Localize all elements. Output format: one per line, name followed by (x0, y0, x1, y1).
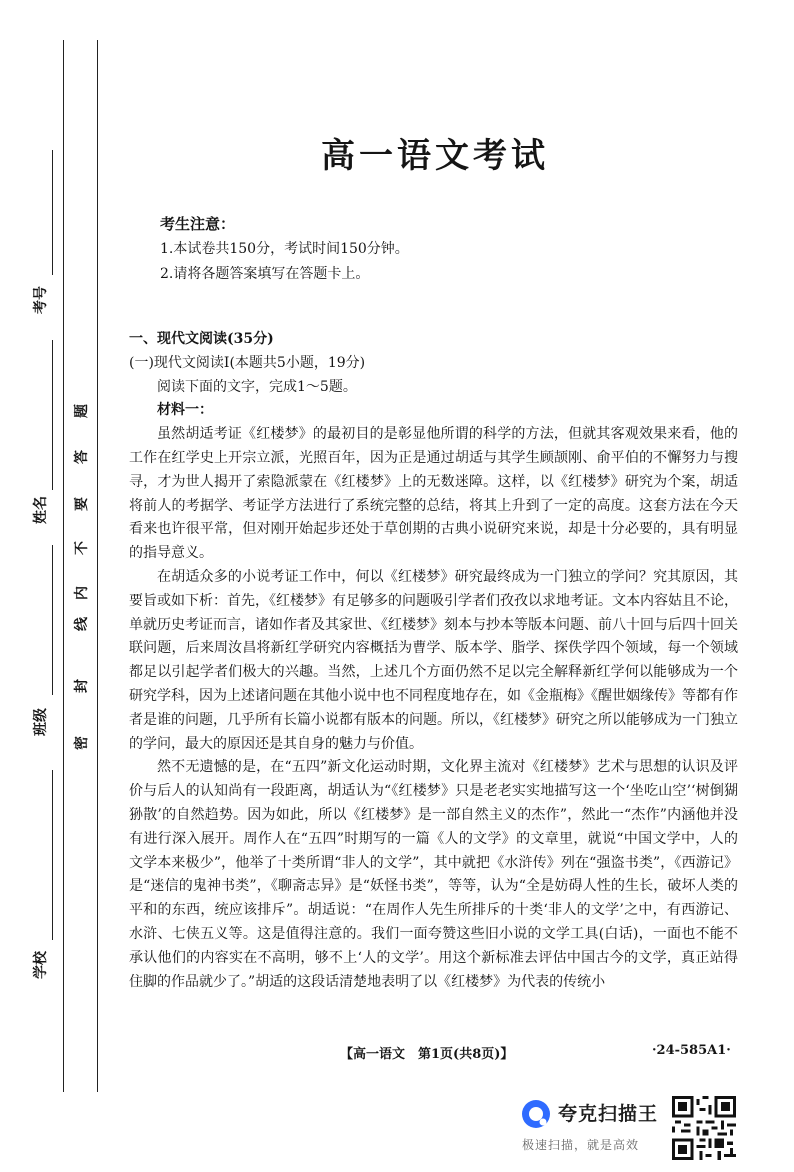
paragraph: 在胡适众多的小说考证工作中，何以《红楼梦》研究最终成为一门独立的学问？究其原因，其要旨或如下析：首先，《红楼梦》有足够多的问题吸引学者们孜孜以求地考证。文本内容姑且不论，单就历史考证而言，诸如作者及其家世、《红楼梦》刻本与抄本等版本问题、前八十回与后四十回关联问题，后来周汝昌将新红学研究内容概括为曹学、版本学、脂学、探佚学四个领域，每一个领域都足以引起学者们极大的兴趣。当然，上述几个方面仍然不足以完全解释新红学何以能够成为一个研究学科，因为上述诸问题在其他小说中也不同程度地存在，如《金瓶梅》《醒世姻缘传》等都有作者是谁的问题，几乎所有长篇小说都有版本的问题。所以，《红楼梦》研究之所以能够成为一门独立的学问，最大的原因还是其自身的魅力与价值。 (129, 568, 738, 752)
seal-char-7: 答 (74, 450, 90, 464)
seal-char-6: 要 (74, 497, 90, 511)
field-label-name: 姓名 (33, 496, 49, 524)
reading-section (129, 328, 738, 994)
underline-class (52, 770, 53, 940)
paragraph: 然不无遗憾的是，在“五四”新文化运动时期，文化界主流对《红楼梦》艺术与思想的认识及评价与后人的认知尚有一段距离，胡适认为“《红楼梦》只是老老实实地描写这一个‘坐吃山空’‘树倒猢狲散’的自然趋势。因为如此，所以《红楼梦》是一部自然主义的杰作”，然此一“杰作”内涵他并没有进行深入展开。周作人在“五四”时期写的一篇《人的文学》的文章里，就说“中国文学中，人的文学本来极少”，他举了十类所谓“非人的文学”，其中就把《水浒传》列在“强盗书类”，《西游记》是“迷信的鬼神书类”，《聊斋志异》是“妖怪书类”，等等，认为“全是妨碍人性的生长，破坏人类的平和的东西，统应该排斥”。胡适说：“在周作人先生所排斥的十类‘非人的文学’之中，有西游记、水浒、七侠五义等。这是值得注意的。我们一面夸赞这些旧小说的文学工具(白话)，一面也不能不承认他们的内容实在不高明，够不上‘人的文学’。用这个新标准去评估中国古今的文学，真正站得住脚的作品就少了。”胡适的这段话清楚地表明了以《红楼梦》为代表的传统小 (129, 759, 738, 990)
notice-title: 考生注意： (160, 215, 236, 233)
field-name (18, 496, 62, 524)
page-number: 【高一语文 第1页(共8页)】 (340, 1047, 514, 1062)
underline-exam-number (52, 150, 53, 275)
seal-char-3: 线 (74, 617, 90, 631)
subsection-heading: (一)现代文阅读Ⅰ(本题共5小题，19分) (129, 354, 366, 371)
underline-name-2 (52, 545, 53, 695)
instruction: 阅读下面的文字，完成1～5题。 (157, 378, 357, 395)
field-label-class: 班级 (33, 708, 49, 736)
quark-logo-icon (520, 1098, 552, 1130)
notice-item: 1.本试卷共150分，考试时间150分钟。 (160, 241, 409, 257)
exam-notice (160, 212, 720, 287)
exam-title: 高一语文考试 (321, 136, 549, 176)
qr-code-icon (672, 1096, 736, 1160)
scanner-slogan: 极速扫描，就是高效 (522, 1138, 640, 1152)
scanner-brand: 夸克扫描王 (558, 1103, 659, 1125)
material-label: 材料一： (157, 402, 213, 419)
binding-line-inner (97, 40, 98, 1092)
field-school (18, 951, 62, 979)
seal-char-5: 不 (74, 541, 90, 555)
scanner-watermark (520, 1096, 670, 1156)
paragraph: 虽然胡适考证《红楼梦》的最初目的是彰显他所谓的科学的方法，但就其客观效果来看，他的工作在红学史上开宗立派，光照百年，因为正是通过胡适与其学生顾颉刚、俞平伯的不懈努力与搜寻，才为世人揭开了索隐派蒙在《红楼梦》上的无数迷障。这样，以《红楼梦》研究为个案，胡适将前人的考据学、考证学方法进行了系统完整的总结，将其上升到了一定的高度。这套方法在今天看来也许很平常，但对刚开始起步还处于草创期的古典小说研究来说，却是十分必要的，具有明显的指导意义。 (129, 426, 738, 562)
section-heading: 一、现代文阅读(35分) (129, 331, 274, 347)
seal-char-4: 内 (74, 586, 90, 600)
field-class (18, 708, 62, 736)
seal-char-1: 密 (74, 736, 90, 750)
underline-name (52, 340, 53, 490)
field-label-exam-number: 考号 (33, 286, 49, 314)
notice-item: 2.请将各题答案填写在答题卡上。 (160, 266, 370, 282)
binding-line-outer (63, 40, 64, 1092)
seal-char-2: 封 (74, 679, 90, 693)
field-label-school: 学校 (33, 951, 49, 979)
field-exam-number (18, 286, 62, 320)
seal-char-8: 题 (74, 404, 90, 418)
exam-code: ·24-585A1· (652, 1043, 731, 1058)
